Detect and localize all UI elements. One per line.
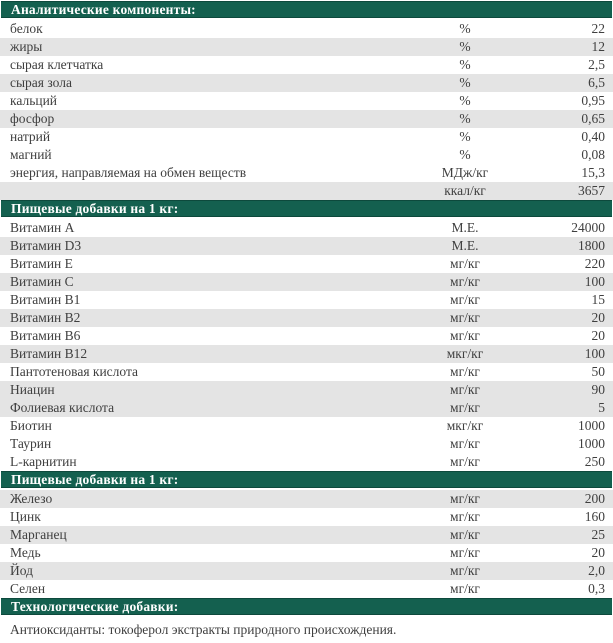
- table-row: [0, 182, 613, 200]
- row-name: Витамин B2: [10, 310, 81, 325]
- row-name: Селен: [10, 581, 46, 596]
- row-name: Фолиевая кислота: [10, 400, 115, 415]
- row-value: 200: [584, 491, 605, 506]
- row-value: 20: [591, 545, 605, 560]
- section-header: Пищевые добавки на 1 кг:: [1, 200, 612, 217]
- row-value: 3657: [578, 183, 605, 198]
- row-value: 6,5: [588, 75, 605, 90]
- row-unit: %: [459, 21, 471, 36]
- row-name: кальций: [10, 93, 58, 108]
- row-unit: мг/кг: [450, 436, 480, 451]
- section-header: Аналитические компоненты:: [1, 1, 612, 18]
- row-value: 1000: [578, 436, 605, 451]
- table-row: [0, 273, 613, 291]
- row-unit: мг/кг: [450, 581, 480, 596]
- row-name: Витамин B12: [10, 346, 88, 361]
- row-unit: %: [459, 129, 471, 144]
- table-row: [0, 255, 613, 273]
- sections-container: [0, 1, 613, 643]
- table-row: [0, 453, 613, 471]
- row-name: Йод: [10, 563, 33, 578]
- table-row: [0, 544, 613, 562]
- row-value: 24000: [571, 220, 605, 235]
- row-unit: мг/кг: [450, 454, 480, 469]
- row-unit: мг/кг: [450, 364, 480, 379]
- table-row: [0, 562, 613, 580]
- row-value: 2,0: [588, 563, 605, 578]
- row-name: Железо: [10, 491, 53, 506]
- table-row: [0, 128, 613, 146]
- row-name: сырая зола: [10, 75, 72, 90]
- row-name: магний: [10, 147, 52, 162]
- table-row: [0, 237, 613, 255]
- row-name: сырая клетчатка: [10, 57, 104, 72]
- row-unit: %: [459, 147, 471, 162]
- row-unit: мг/кг: [450, 563, 480, 578]
- row-value: 1800: [578, 238, 605, 253]
- table-row: [0, 417, 613, 435]
- table-row: [0, 309, 613, 327]
- row-unit: мг/кг: [450, 292, 480, 307]
- table-row: [0, 363, 613, 381]
- row-value: 100: [584, 346, 605, 361]
- table-row: [0, 146, 613, 164]
- row-value: 0,3: [588, 581, 605, 596]
- row-value: 15: [591, 292, 605, 307]
- row-unit: мг/кг: [450, 527, 480, 542]
- table-row: [0, 74, 613, 92]
- row-unit: мг/кг: [450, 310, 480, 325]
- table-row: [0, 291, 613, 309]
- row-unit: %: [459, 57, 471, 72]
- row-unit: мг/кг: [450, 400, 480, 415]
- row-value: 250: [584, 454, 605, 469]
- row-name: L-карнитин: [10, 454, 77, 469]
- row-value: 50: [591, 364, 605, 379]
- row-value: 0,95: [581, 93, 605, 108]
- additives-note: Антиоксиданты: токоферол экстракты природного происхождения.: [10, 622, 397, 637]
- row-value: 5: [598, 400, 605, 415]
- row-unit: мг/кг: [450, 274, 480, 289]
- row-unit: М.Е.: [451, 238, 479, 253]
- row-name: Витамин B6: [10, 328, 81, 343]
- row-name: Медь: [10, 545, 41, 560]
- table-row: [0, 38, 613, 56]
- section-header: Пищевые добавки на 1 кг:: [1, 471, 612, 488]
- table-row: [0, 526, 613, 544]
- row-value: 20: [591, 328, 605, 343]
- row-value: 0,40: [581, 129, 605, 144]
- row-name: Витамин D3: [10, 238, 82, 253]
- row-name: фосфор: [10, 111, 55, 126]
- row-name: Витамин A: [10, 220, 75, 235]
- row-unit: МДж/кг: [441, 165, 489, 180]
- row-name: Биотин: [10, 418, 52, 433]
- table-row: [0, 580, 613, 598]
- row-name: натрий: [10, 129, 51, 144]
- row-value: 15,3: [581, 165, 605, 180]
- row-unit: мг/кг: [450, 328, 480, 343]
- row-value: 25: [591, 527, 605, 542]
- row-name: Витамин B1: [10, 292, 81, 307]
- table-row: [0, 508, 613, 526]
- row-name: Ниацин: [10, 382, 55, 397]
- row-name: Витамин C: [10, 274, 74, 289]
- table-row: [0, 345, 613, 363]
- row-unit: %: [459, 93, 471, 108]
- table-row: [0, 92, 613, 110]
- row-name: Марганец: [10, 527, 67, 542]
- row-name: Витамин E: [10, 256, 73, 271]
- row-name: Цинк: [10, 509, 41, 524]
- row-unit: ккал/кг: [444, 183, 486, 198]
- table-row: [0, 56, 613, 74]
- row-unit: мг/кг: [450, 256, 480, 271]
- row-unit: М.Е.: [451, 220, 479, 235]
- table-row: [0, 399, 613, 417]
- section-header: Технологические добавки:: [1, 598, 612, 615]
- row-value: 12: [591, 39, 605, 54]
- row-unit: мкг/кг: [446, 346, 484, 361]
- row-unit: %: [459, 111, 471, 126]
- row-value: 2,5: [588, 57, 605, 72]
- row-value: 22: [591, 21, 605, 36]
- row-value: 0,65: [581, 111, 605, 126]
- table-row: [0, 164, 613, 182]
- row-value: 0,08: [581, 147, 605, 162]
- row-value: 100: [584, 274, 605, 289]
- row-unit: %: [459, 39, 471, 54]
- table-row: [0, 490, 613, 508]
- row-unit: мг/кг: [450, 382, 480, 397]
- row-name: Таурин: [10, 436, 52, 451]
- table-row: [0, 435, 613, 453]
- table-row: [0, 20, 613, 38]
- row-unit: мкг/кг: [446, 418, 484, 433]
- table-row: [0, 219, 613, 237]
- row-unit: мг/кг: [450, 545, 480, 560]
- table-row: [0, 381, 613, 399]
- row-value: 20: [591, 310, 605, 325]
- row-name: жиры: [10, 39, 43, 54]
- row-name: энергия, направляемая на обмен веществ: [10, 165, 247, 180]
- row-unit: мг/кг: [450, 491, 480, 506]
- row-value: 1000: [578, 418, 605, 433]
- row-name: Пантотеновая кислота: [10, 364, 139, 379]
- table-row: [0, 110, 613, 128]
- row-unit: %: [459, 75, 471, 90]
- table-row: [0, 327, 613, 345]
- row-name: белок: [10, 21, 43, 36]
- row-value: 90: [591, 382, 605, 397]
- row-value: 160: [584, 509, 605, 524]
- row-value: 220: [584, 256, 605, 271]
- row-unit: мг/кг: [450, 509, 480, 524]
